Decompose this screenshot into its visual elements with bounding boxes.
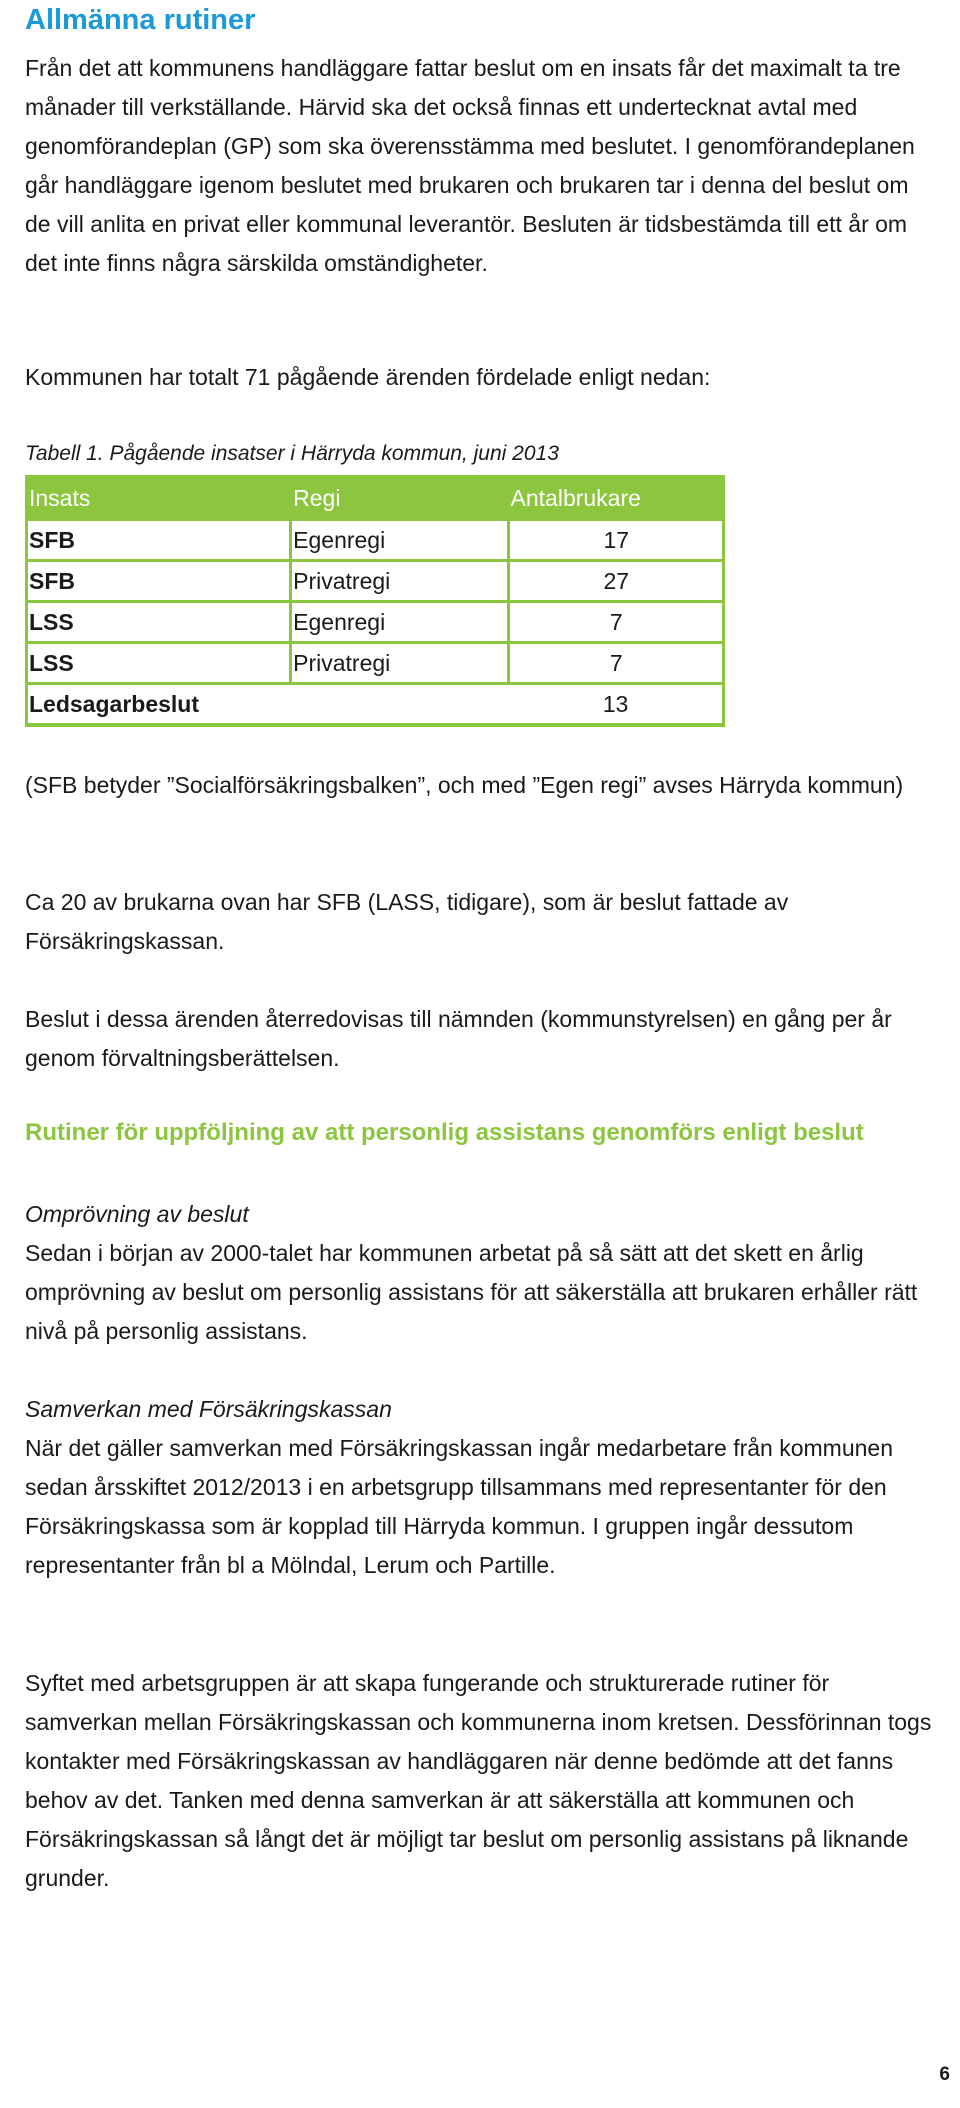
table-row <box>27 602 724 643</box>
table-row <box>27 684 724 726</box>
cell-count: 7 <box>508 643 723 684</box>
subsection-text: Sedan i början av 2000-talet har kommunen arbetat på så sätt att det skett en årlig omprövning av beslut om personlig assistans för att säkerställa att brukaren erhåller rätt nivå på personlig assistans. <box>25 1240 918 1344</box>
cell-count: 17 <box>508 520 723 561</box>
header-antalbrukare: Antalbrukare <box>508 477 723 520</box>
cell-insats: SFB <box>27 520 291 561</box>
subsection-title: Omprövning av beslut <box>25 1201 249 1227</box>
subsection-omprovning <box>25 1195 935 1351</box>
sfb-explanation-paragraph: (SFB betyder ”Socialförsäkringsbalken”, och med ”Egen regi” avses Härryda kommun) <box>25 772 904 798</box>
cell-count: 27 <box>508 561 723 602</box>
cases-table <box>25 475 725 727</box>
table-row <box>27 520 724 561</box>
cell-insats: LSS <box>27 602 291 643</box>
lass-paragraph: Ca 20 av brukarna ovan har SFB (LASS, tidigare), som är beslut fattade av Försäkringskassan. <box>25 889 789 954</box>
header-regi: Regi <box>291 477 508 520</box>
total-cases-paragraph: Kommunen har totalt 71 pågående ärenden fördelade enligt nedan: <box>25 364 711 390</box>
table-caption: Tabell 1. Pågående insatser i Härryda kommun, juni 2013 <box>25 442 559 465</box>
cell-regi: Privatregi <box>291 643 508 684</box>
cell-regi: Egenregi <box>291 520 508 561</box>
cell-regi: Egenregi <box>291 602 508 643</box>
cell-count: 7 <box>508 602 723 643</box>
cell-regi: Privatregi <box>291 561 508 602</box>
cell-insats: SFB <box>27 561 291 602</box>
cell-count: 13 <box>508 684 723 726</box>
header-insats: Insats <box>27 477 291 520</box>
cell-regi <box>291 684 508 726</box>
cell-insats: LSS <box>27 643 291 684</box>
page-number: 6 <box>939 2064 950 2085</box>
beslut-paragraph: Beslut i dessa ärenden återredovisas till nämnden (kommunstyrelsen) en gång per år genom förvaltningsberättelsen. <box>25 1006 892 1071</box>
subsection-title: Samverkan med Försäkringskassan <box>25 1396 392 1422</box>
subsection-samverkan <box>25 1390 935 1585</box>
cell-insats: Ledsagarbeslut <box>27 684 291 726</box>
section-heading: Rutiner för uppföljning av att personlig assistans genomförs enligt beslut <box>25 1119 864 1146</box>
table-row <box>27 643 724 684</box>
table-header-row <box>27 477 724 520</box>
page-heading: Allmänna rutiner <box>25 4 256 36</box>
table-row <box>27 561 724 602</box>
subsection-text: När det gäller samverkan med Försäkringskassan ingår medarbetare från kommunen sedan årsskiftet 2012/2013 i en arbetsgrupp tillsammans med representanter för den Försäkringskassa som är kopplad till Härryda kommun. I gruppen ingår dessutom representanter från bl a Mölndal, Lerum och Partille. <box>25 1435 894 1578</box>
syftet-paragraph: Syftet med arbetsgruppen är att skapa fungerande och strukturerade rutiner för samverkan mellan Försäkringskassan och kommunerna inom kretsen. Dessförinnan togs kontakter med Försäkringskassan av handläggaren när denne bedömde att det fanns behov av det. Tanken med denna samverkan är att säkerställa att kommunen och Försäkringskassan så långt det är möjligt tar beslut om personlig assistans på liknande grunder. <box>25 1670 932 1891</box>
intro-paragraph: Från det att kommunens handläggare fattar beslut om en insats får det maximalt ta tre månader till verkställande. Härvid ska det också finnas ett undertecknat avtal med genomförandeplan (GP) som ska överensstämma med beslutet. I genomförandeplanen går handläggare igenom beslutet med brukaren och brukaren tar i denna del beslut om de vill anlita en privat eller kommunal leverantör. Besluten är tidsbestämda till ett år om det inte finns några särskilda omständigheter. <box>25 55 915 276</box>
